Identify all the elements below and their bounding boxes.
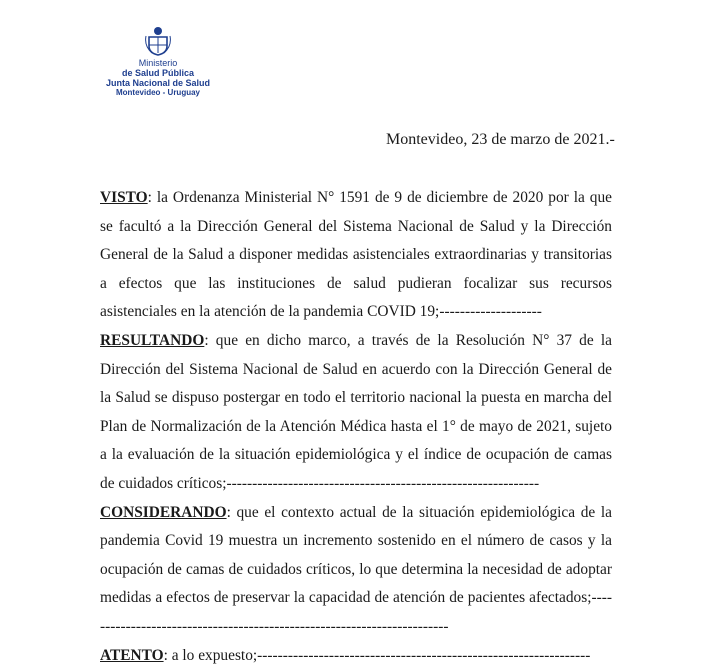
atento-paragraph [100, 642, 612, 670]
ministry-name: de Salud Pública [121, 68, 195, 78]
board-name: Junta Nacional de Salud [105, 78, 211, 88]
visto-label: VISTO [100, 189, 148, 206]
visto-text: : la Ordenanza Ministerial N° 1591 de 9 de diciembre de 2020 por la que se facultó a la Dirección General del Sistema Nacional de Salud y la Dirección General de la Salud a disponer medidas asistenciales extraordinarias y transitorias a efectos que las instituciones de salud pudieran focalizar sus recursos asistenciales en la atención de la pandemia COVID 19;-------------------- [100, 189, 612, 321]
location-label: Montevideo - Uruguay [115, 88, 200, 97]
considerando-paragraph [100, 499, 612, 642]
visto-paragraph [100, 184, 612, 327]
coat-of-arms-icon [144, 26, 172, 56]
considerando-label: CONSIDERANDO [100, 503, 227, 521]
document-body [100, 184, 612, 670]
atento-text: : a lo expuesto;----------------------------------------------------------------- [163, 646, 591, 664]
resultando-paragraph [100, 327, 612, 499]
resultando-label: RESULTANDO [100, 331, 205, 349]
ministry-label: Ministerio [138, 58, 178, 68]
resultando-text: : que en dicho marco, a través de la Resolución N° 37 de la Dirección del Sistema Nacional de Salud en acuerdo con la Dirección General de la Salud se dispuso postergar en todo el territorio nacional la puesta en marcha del Plan de Normalización de la Atención Médica hasta el 1° de mayo de 2021, sujeto a la evaluación de la situación epidemiológica y el índice de ocupación de camas de cuidados críticos;------------------------------------------------------------- [100, 331, 612, 492]
letterhead [98, 26, 218, 98]
document-date: Montevideo, 23 de marzo de 2021.- [386, 131, 615, 148]
atento-label: ATENTO [100, 646, 164, 664]
considerando-text: : que el contexto actual de la situación epidemiológica de la pandemia Covid 19 muestra un incremento sostenido en el número de casos y la ocupación de camas de cuidados críticos, lo que determina la necesidad de adoptar medidas a efectos de preservar la capacidad de atención de pacientes afectados;------------------------------------------------------------------------ [100, 503, 612, 635]
